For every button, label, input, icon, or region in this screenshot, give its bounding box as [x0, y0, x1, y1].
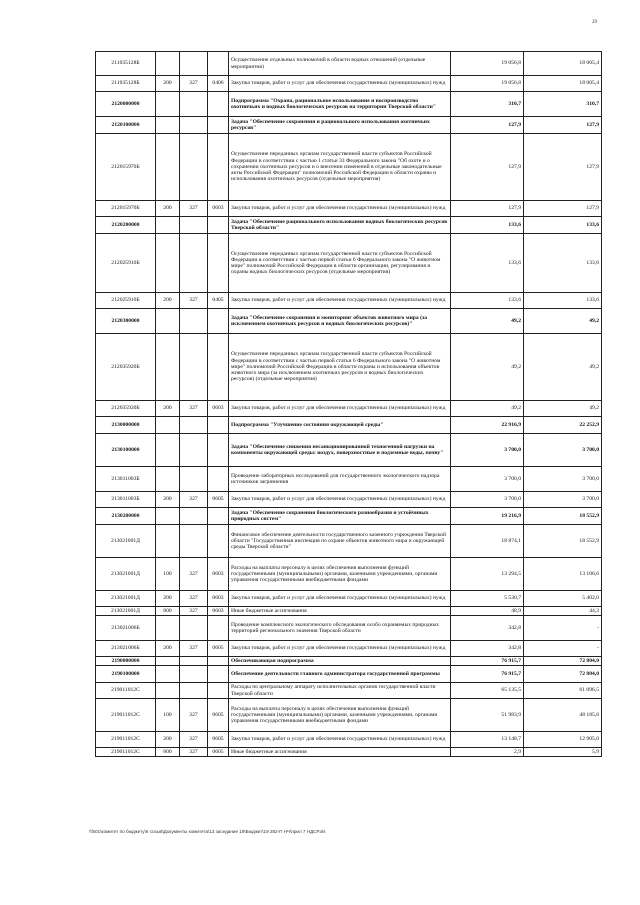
row-ministry: [180, 666, 208, 683]
row-value-1: 18 874,1: [451, 525, 524, 558]
row-value-2: 127,9: [524, 134, 602, 201]
row-name: Осуществление переданных органам государственной власти субъектов Российской Федерации в соответствии с частью первой статьи 6 Федерального закона "О животном мире" полномочий Российской Федерации в области охраны и использования объектов животного мира (за исключением охотничьих ресурсов и водных биологических ресурсов) (отдельные мероприятия): [229, 334, 451, 401]
row-name: Расходы по центральному аппарату исполнительных органов государственной власти Тверской области: [229, 683, 451, 699]
row-name: Обеспечивающая подпрограмма: [229, 657, 451, 666]
row-section: [208, 525, 229, 558]
row-value-2: 3 700,0: [524, 492, 602, 508]
table-row: [96, 525, 602, 558]
row-ministry: [180, 117, 208, 134]
row-name: Иные бюджетные ассигнования: [229, 607, 451, 616]
budget-table: [95, 51, 602, 757]
row-name: Закупка товаров, работ и услуг для обеспечения государственных (муниципальных) нужд: [229, 401, 451, 417]
row-value-1: 65 135,5: [451, 683, 524, 699]
row-code: 2120000000: [96, 92, 156, 117]
row-expense-type: [156, 434, 180, 467]
row-ministry: [180, 309, 208, 334]
row-code: 2130000000: [96, 417, 156, 434]
row-section: 0603: [208, 401, 229, 417]
row-name: Осуществление переданных органам государственной власти субъектов Российской Федерации в соответствии с частью 1 статьи 33 Федерального закона "Об охоте и о сохранении охотничьих ресурсов и о внесении изменений в отдельные законодательные акты Российской Федерации" полномочий Российской Федерации в области охраны и использования охотничьих ресурсов (отдельные мероприятия): [229, 134, 451, 201]
row-name: Проведение комплексного экологического обследования особо охраняемых природных территорий регионального значения Тверской области: [229, 616, 451, 641]
row-value-2: 127,9: [524, 117, 602, 134]
row-name: Проведение лабораторных исследований для государственного экологического надзора источников загрязнения: [229, 467, 451, 492]
row-value-1: 342,8: [451, 641, 524, 657]
row-code: 211035128Б: [96, 76, 156, 92]
row-name: Подпрограмма "Охрана, рациональное использование и воспроизводство охотничьих и водных биологических ресурсов на территории Тверской области": [229, 92, 451, 117]
row-section: [208, 683, 229, 699]
row-value-1: 76 915,7: [451, 666, 524, 683]
row-section: [208, 434, 229, 467]
table-row: [96, 434, 602, 467]
table-row: [96, 52, 602, 76]
row-code: 212025910Б: [96, 234, 156, 293]
table-row: [96, 607, 602, 616]
row-expense-type: [156, 616, 180, 641]
row-code: 219011012С: [96, 699, 156, 732]
table-row: [96, 616, 602, 641]
row-ministry: 327: [180, 401, 208, 417]
row-value-1: 310,7: [451, 92, 524, 117]
row-section: [208, 467, 229, 492]
row-code: 213021006Б: [96, 616, 156, 641]
row-code: 2130100000: [96, 434, 156, 467]
row-ministry: 327: [180, 558, 208, 591]
row-expense-type: [156, 334, 180, 401]
table-row: [96, 234, 602, 293]
row-value-1: 19 056,8: [451, 52, 524, 76]
row-name: Задача "Обеспечение рационального использования водных биологических ресурсов Тверской области": [229, 217, 451, 234]
row-code: 212035920Б: [96, 401, 156, 417]
row-ministry: [180, 92, 208, 117]
row-code: 2120300000: [96, 309, 156, 334]
table-row: [96, 641, 602, 657]
table-row: [96, 558, 602, 591]
row-section: 0406: [208, 76, 229, 92]
row-expense-type: 100: [156, 558, 180, 591]
row-code: 212015970Б: [96, 134, 156, 201]
row-value-1: 19 056,8: [451, 76, 524, 92]
row-code: 213021006Б: [96, 641, 156, 657]
row-name: Закупка товаров, работ и услуг для обеспечения государственных (муниципальных) нужд: [229, 76, 451, 92]
row-section: 0405: [208, 293, 229, 309]
row-code: 213021001Д: [96, 525, 156, 558]
table-row: [96, 657, 602, 666]
row-name: Закупка товаров, работ и услуг для обеспечения государственных (муниципальных) нужд: [229, 641, 451, 657]
row-value-1: 127,9: [451, 117, 524, 134]
row-ministry: 327: [180, 591, 208, 607]
row-value-1: 22 916,9: [451, 417, 524, 434]
row-name: Осуществление переданных органам государственной власти субъектов Российской Федерации в соответствии с частью первой статьи 6 Федерального закона "О животном мире" полномочий Российской Федерации в области организации, регулирования и охраны водных биологических ресурсов (отдельные мероприятия): [229, 234, 451, 293]
row-section: [208, 508, 229, 525]
row-value-2: 13 106,6: [524, 558, 602, 591]
table-row: [96, 492, 602, 508]
row-expense-type: [156, 467, 180, 492]
row-expense-type: 200: [156, 401, 180, 417]
row-value-2: 18 552,9: [524, 508, 602, 525]
row-value-2: 18 005,4: [524, 52, 602, 76]
row-code: 219011012С: [96, 748, 156, 757]
row-section: 0603: [208, 591, 229, 607]
row-value-2: 18 005,4: [524, 76, 602, 92]
row-expense-type: 200: [156, 201, 180, 217]
row-expense-type: 200: [156, 732, 180, 748]
table-row: [96, 293, 602, 309]
page-number: 29: [592, 20, 597, 25]
row-code: 2130200000: [96, 508, 156, 525]
row-value-1: 342,8: [451, 616, 524, 641]
row-expense-type: 800: [156, 607, 180, 616]
row-value-2: 61 096,5: [524, 683, 602, 699]
row-expense-type: 200: [156, 492, 180, 508]
row-value-1: 49,2: [451, 401, 524, 417]
row-name: Осуществление отдельных полномочий в области водных отношений (отдельные мероприятия): [229, 52, 451, 76]
row-value-2: 49,2: [524, 401, 602, 417]
row-section: 0605: [208, 641, 229, 657]
row-expense-type: [156, 657, 180, 666]
row-section: [208, 117, 229, 134]
row-value-2: 12 905,0: [524, 732, 602, 748]
table-row: [96, 683, 602, 699]
row-code: 213021001Д: [96, 607, 156, 616]
table-row: [96, 201, 602, 217]
row-expense-type: 200: [156, 591, 180, 607]
row-expense-type: [156, 309, 180, 334]
row-section: [208, 92, 229, 117]
row-name: Закупка товаров, работ и услуг для обеспечения государственных (муниципальных) нужд: [229, 591, 451, 607]
row-value-1: 19 216,9: [451, 508, 524, 525]
row-value-1: 76 915,7: [451, 657, 524, 666]
row-section: [208, 234, 229, 293]
row-code: 211035128Б: [96, 52, 156, 76]
row-code: 212035920Б: [96, 334, 156, 401]
row-code: 213011003Б: [96, 492, 156, 508]
row-name: Обеспечение деятельности главного администратора государственной программы: [229, 666, 451, 683]
row-ministry: [180, 52, 208, 76]
row-ministry: 327: [180, 748, 208, 757]
row-ministry: [180, 616, 208, 641]
row-expense-type: [156, 52, 180, 76]
row-expense-type: 800: [156, 748, 180, 757]
row-code: 213011003Б: [96, 467, 156, 492]
row-expense-type: 200: [156, 76, 180, 92]
row-ministry: 327: [180, 732, 208, 748]
budget-table-body: [96, 52, 602, 757]
row-code: 213021001Д: [96, 558, 156, 591]
row-value-1: 127,9: [451, 134, 524, 201]
row-section: [208, 417, 229, 434]
table-row: [96, 334, 602, 401]
row-ministry: [180, 657, 208, 666]
row-ministry: [180, 525, 208, 558]
row-value-1: 13 148,7: [451, 732, 524, 748]
row-section: 0603: [208, 558, 229, 591]
table-row: [96, 217, 602, 234]
row-value-2: -: [524, 616, 602, 641]
table-row: [96, 666, 602, 683]
row-ministry: 327: [180, 492, 208, 508]
row-section: [208, 217, 229, 234]
row-code: 2190100000: [96, 666, 156, 683]
row-value-2: 3 700,0: [524, 467, 602, 492]
row-code: 212025910Б: [96, 293, 156, 309]
table-row: [96, 699, 602, 732]
row-name: Закупка товаров, работ и услуг для обеспечения государственных (муниципальных) нужд: [229, 492, 451, 508]
table-row: [96, 748, 602, 757]
table-row: [96, 309, 602, 334]
row-value-1: 13 294,5: [451, 558, 524, 591]
row-ministry: 327: [180, 641, 208, 657]
row-value-2: 310,7: [524, 92, 602, 117]
row-value-1: 127,9: [451, 201, 524, 217]
row-expense-type: [156, 525, 180, 558]
row-name: Задача "Обеспечение сохранения и мониторинг объектов животного мира (за исключением охотничьих ресурсов и водных биологических ресурсов)": [229, 309, 451, 334]
table-row: [96, 117, 602, 134]
row-expense-type: [156, 234, 180, 293]
row-section: [208, 309, 229, 334]
row-name: Подпрограмма "Улучшение состояния окружающей среды": [229, 417, 451, 434]
row-name: Расходы на выплаты персоналу в целях обеспечения выполнения функций государственными (муниципальными) органами, казенными учреждениями, органами управления государственными внебюджетными фондами: [229, 699, 451, 732]
row-value-1: 51 983,9: [451, 699, 524, 732]
row-name: Иные бюджетные ассигнования: [229, 748, 451, 757]
table-row: [96, 732, 602, 748]
row-value-2: 44,3: [524, 607, 602, 616]
row-ministry: [180, 683, 208, 699]
row-section: [208, 666, 229, 683]
row-ministry: [180, 134, 208, 201]
row-code: 213021001Д: [96, 591, 156, 607]
row-name: Задача "Обеспечение снижения несанкционированной техногенной нагрузки на компоненты окружающей среды: воздух, поверхностные и подземные воды, почву": [229, 434, 451, 467]
row-ministry: [180, 217, 208, 234]
row-expense-type: [156, 683, 180, 699]
row-code: 212015970Б: [96, 201, 156, 217]
row-value-2: 5 402,0: [524, 591, 602, 607]
row-section: 0605: [208, 732, 229, 748]
row-ministry: [180, 234, 208, 293]
row-value-2: 72 804,0: [524, 657, 602, 666]
row-section: 0603: [208, 201, 229, 217]
row-section: [208, 52, 229, 76]
table-row: [96, 134, 602, 201]
table-row: [96, 417, 602, 434]
row-section: 0603: [208, 607, 229, 616]
row-value-1: 3 700,0: [451, 434, 524, 467]
footer-file-path: \\fs01\комитет по бюджету\6 созыв\Документы комитета\13 заседание 19\Бюджет\19 282-П НЧ\прил 7 НДСР.xls: [89, 829, 326, 834]
row-ministry: [180, 508, 208, 525]
row-value-2: 49,2: [524, 309, 602, 334]
row-expense-type: [156, 217, 180, 234]
row-name: Задача "Обеспечение сохранения и рационального использования охотничьих ресурсов": [229, 117, 451, 134]
row-section: 0605: [208, 748, 229, 757]
row-value-1: 48,9: [451, 607, 524, 616]
row-value-1: 3 700,0: [451, 492, 524, 508]
row-value-1: 133,6: [451, 217, 524, 234]
row-value-2: 49,2: [524, 334, 602, 401]
row-ministry: [180, 434, 208, 467]
row-name: Закупка товаров, работ и услуг для обеспечения государственных (муниципальных) нужд: [229, 293, 451, 309]
row-value-1: 3 700,0: [451, 467, 524, 492]
row-section: [208, 616, 229, 641]
row-section: 0605: [208, 699, 229, 732]
row-section: [208, 134, 229, 201]
row-value-2: 22 252,9: [524, 417, 602, 434]
row-expense-type: [156, 117, 180, 134]
row-value-1: 133,6: [451, 234, 524, 293]
row-ministry: [180, 334, 208, 401]
row-expense-type: [156, 417, 180, 434]
row-code: 2120100000: [96, 117, 156, 134]
row-name: Расходы на выплаты персоналу в целях обеспечения выполнения функций государственными (муниципальными) органами, казенными учреждениями, органами управления государственными внебюджетными фондами: [229, 558, 451, 591]
table-row: [96, 92, 602, 117]
row-section: 0605: [208, 492, 229, 508]
row-ministry: [180, 467, 208, 492]
row-ministry: 327: [180, 293, 208, 309]
row-expense-type: 200: [156, 293, 180, 309]
row-value-1: 49,2: [451, 334, 524, 401]
row-ministry: [180, 417, 208, 434]
row-name: Задача "Обеспечение сохранения биологического разнообразия и устойчивых природных систем": [229, 508, 451, 525]
table-row: [96, 591, 602, 607]
row-code: 219011012С: [96, 732, 156, 748]
row-value-2: -: [524, 641, 602, 657]
row-section: [208, 657, 229, 666]
row-value-1: 133,6: [451, 293, 524, 309]
row-code: 2190000000: [96, 657, 156, 666]
row-name: Закупка товаров, работ и услуг для обеспечения государственных (муниципальных) нужд: [229, 201, 451, 217]
row-value-2: 133,6: [524, 293, 602, 309]
row-expense-type: 200: [156, 641, 180, 657]
row-value-1: 5 530,7: [451, 591, 524, 607]
row-value-2: 18 552,9: [524, 525, 602, 558]
row-value-1: 49,2: [451, 309, 524, 334]
row-value-2: 127,9: [524, 201, 602, 217]
table-row: [96, 401, 602, 417]
row-expense-type: [156, 666, 180, 683]
row-value-2: 133,6: [524, 234, 602, 293]
row-value-2: 133,6: [524, 217, 602, 234]
row-code: 2120200000: [96, 217, 156, 234]
row-value-2: 5,9: [524, 748, 602, 757]
table-row: [96, 508, 602, 525]
table-row: [96, 467, 602, 492]
row-value-2: 48 185,6: [524, 699, 602, 732]
row-value-2: 3 700,0: [524, 434, 602, 467]
row-value-1: 2,9: [451, 748, 524, 757]
row-name: Финансовое обеспечение деятельности государственного казенного учреждения Тверской области "Государственная инспекция по охране объектов животного мира и окружающей среды Тверской области": [229, 525, 451, 558]
row-expense-type: [156, 508, 180, 525]
row-value-2: 72 804,0: [524, 666, 602, 683]
row-ministry: 327: [180, 201, 208, 217]
row-expense-type: [156, 92, 180, 117]
row-ministry: 327: [180, 607, 208, 616]
row-expense-type: 100: [156, 699, 180, 732]
row-section: [208, 334, 229, 401]
row-expense-type: [156, 134, 180, 201]
row-code: 219011012С: [96, 683, 156, 699]
table-row: [96, 76, 602, 92]
row-ministry: 327: [180, 699, 208, 732]
row-ministry: 327: [180, 76, 208, 92]
row-name: Закупка товаров, работ и услуг для обеспечения государственных (муниципальных) нужд: [229, 732, 451, 748]
